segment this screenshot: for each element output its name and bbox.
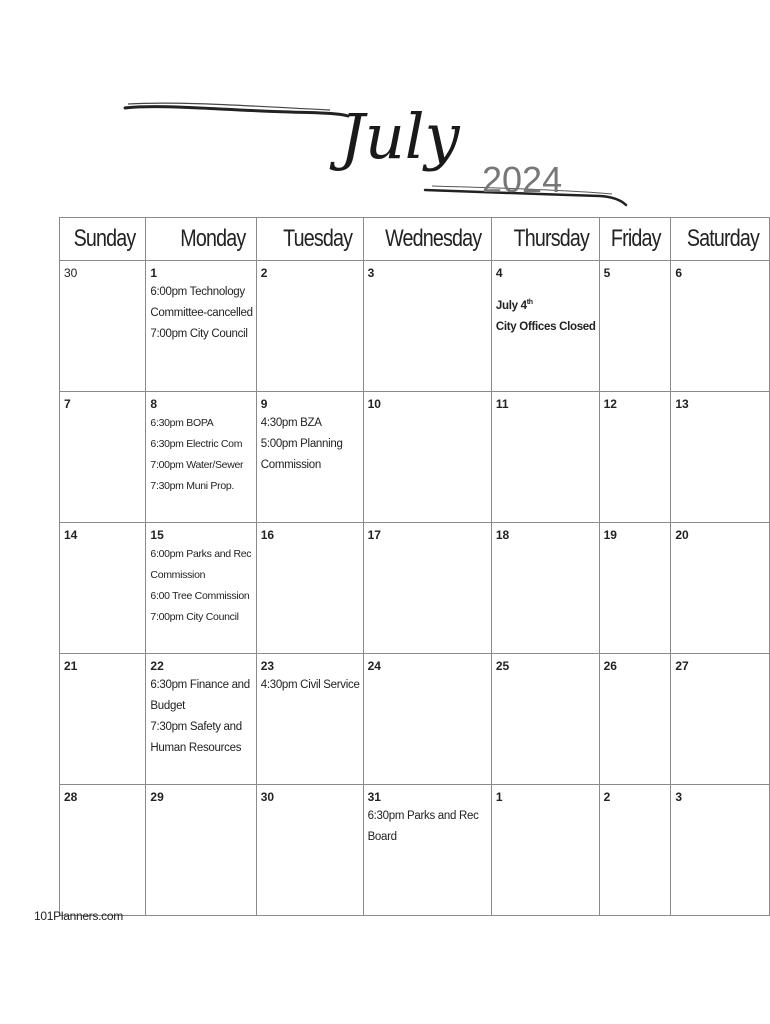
day-number: 25 (495, 659, 510, 673)
day-number: 11 (495, 397, 509, 411)
day-cell[interactable] (671, 654, 770, 785)
day-cell[interactable] (146, 654, 256, 785)
day-number: 31 (367, 790, 381, 804)
day-number: 14 (64, 528, 78, 542)
day-cell[interactable] (671, 785, 770, 916)
day-cell[interactable] (599, 392, 671, 523)
event-line: Commission (150, 569, 206, 581)
day-cell[interactable] (363, 785, 491, 916)
day-number: 27 (675, 659, 689, 673)
day-cell[interactable] (256, 654, 363, 785)
day-number: 1 (495, 790, 503, 804)
day-cell[interactable] (60, 654, 146, 785)
day-number: 17 (367, 528, 381, 542)
day-number: 30 (64, 266, 78, 280)
day-number: 23 (260, 659, 275, 673)
day-cell[interactable] (491, 785, 599, 916)
day-cell[interactable] (60, 523, 146, 654)
month-title: July (340, 100, 460, 173)
day-cell[interactable] (256, 785, 363, 916)
day-cell[interactable] (671, 261, 770, 392)
event-line: Commission (260, 459, 321, 471)
day-number: 3 (675, 790, 682, 804)
month-title-graphic (0, 0, 770, 215)
day-cell[interactable] (491, 392, 599, 523)
day-number: 16 (260, 528, 275, 542)
day-cell[interactable] (599, 654, 671, 785)
event-line: 6:00pm Parks and Rec (150, 548, 252, 560)
event-line: Committee-cancelled (150, 307, 253, 319)
day-number: 10 (367, 397, 381, 411)
day-cell[interactable] (146, 392, 256, 523)
day-cell[interactable] (146, 261, 256, 392)
weekday-tuesday: Tuesday (256, 218, 363, 261)
day-cell[interactable] (491, 523, 599, 654)
day-cell[interactable] (256, 523, 363, 654)
week-row (60, 654, 770, 785)
weekday-header-row (60, 218, 770, 261)
day-number: 1 (150, 266, 158, 280)
day-number: 20 (675, 528, 689, 542)
event-line: 7:00pm City Council (150, 611, 239, 623)
day-number: 18 (495, 528, 510, 542)
holiday-note: City Offices Closed (495, 321, 596, 333)
day-cell[interactable] (491, 654, 599, 785)
day-cell[interactable] (146, 785, 256, 916)
day-number: 22 (150, 659, 164, 673)
day-number: 7 (64, 397, 71, 411)
footer-credit: 101Planners.com (34, 909, 123, 923)
week-row (60, 785, 770, 916)
event-line: 5:00pm Planning (260, 438, 343, 450)
day-cell[interactable] (256, 261, 363, 392)
day-cell[interactable] (60, 261, 146, 392)
day-cell[interactable] (599, 785, 671, 916)
event-line: 7:30pm Safety and (150, 721, 242, 733)
event-line: 6:00pm Technology (150, 286, 245, 298)
event-line: 4:30pm Civil Service (260, 679, 360, 691)
event-line: Human Resources (150, 742, 242, 754)
day-cell[interactable] (256, 392, 363, 523)
day-number: 15 (150, 528, 164, 542)
event-line: 6:30pm Electric Com (150, 438, 243, 450)
day-number: 8 (150, 397, 158, 411)
day-number: 24 (367, 659, 381, 673)
day-cell[interactable] (60, 785, 146, 916)
event-line: 6:00 Tree Commission (150, 590, 250, 602)
day-cell[interactable] (599, 261, 671, 392)
day-number: 13 (675, 397, 689, 411)
day-number: 2 (603, 790, 611, 804)
day-number: 2 (260, 266, 268, 280)
day-number: 3 (367, 266, 375, 280)
day-number: 26 (603, 659, 617, 673)
day-number: 4 (495, 266, 503, 280)
day-cell[interactable] (363, 654, 491, 785)
weekday-wednesday: Wednesday (363, 218, 491, 261)
weekday-saturday: Saturday (671, 218, 770, 261)
day-number: 28 (64, 790, 78, 804)
weekday-thursday: Thursday (491, 218, 599, 261)
day-number: 21 (64, 659, 78, 673)
day-cell[interactable] (363, 523, 491, 654)
event-line: 7:00pm Water/Sewer (150, 459, 244, 471)
event-line: 7:00pm City Council (150, 328, 248, 340)
event-line: 6:30pm BOPA (150, 417, 214, 429)
day-number: 6 (675, 266, 682, 280)
day-number: 19 (603, 528, 617, 542)
calendar-grid (59, 217, 770, 916)
day-cell[interactable] (599, 523, 671, 654)
day-cell[interactable] (363, 392, 491, 523)
calendar-header (0, 0, 770, 215)
week-row (60, 523, 770, 654)
day-number: 30 (260, 790, 275, 804)
event-line: 4:30pm BZA (260, 417, 322, 429)
weekday-monday: Monday (146, 218, 256, 261)
event-line: Board (367, 831, 397, 843)
holiday-name: July 4th (495, 299, 533, 312)
event-line: 6:30pm Parks and Rec (367, 810, 479, 822)
event-line: Budget (150, 700, 186, 712)
day-number: 5 (603, 266, 611, 280)
event-line: 7:30pm Muni Prop. (150, 480, 235, 492)
day-cell[interactable] (60, 392, 146, 523)
event-line: 6:30pm Finance and (150, 679, 250, 691)
week-row (60, 392, 770, 523)
day-cell[interactable] (146, 523, 256, 654)
day-cell[interactable] (671, 392, 770, 523)
day-cell[interactable] (363, 261, 491, 392)
day-cell[interactable] (671, 523, 770, 654)
day-number: 12 (603, 397, 617, 411)
week-row (60, 261, 770, 392)
day-number: 29 (150, 790, 164, 804)
weekday-sunday: Sunday (60, 218, 146, 261)
day-number: 9 (260, 397, 268, 411)
year-title: 2024 (482, 159, 563, 200)
weekday-friday: Friday (599, 218, 671, 261)
day-cell[interactable] (491, 261, 599, 392)
